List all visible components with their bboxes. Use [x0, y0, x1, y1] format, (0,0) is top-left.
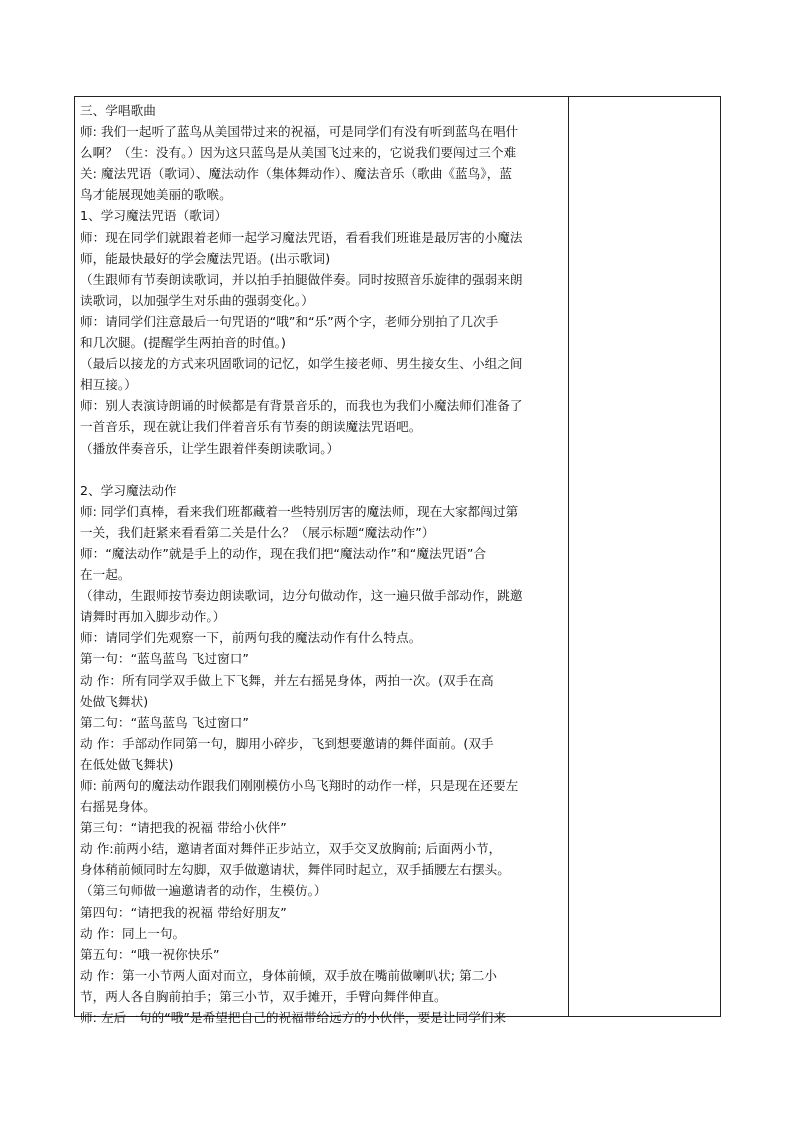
- text-line: 师: 前两句的魔法动作跟我们刚刚模仿小鸟飞翔时的动作一样，只是现在还要左: [80, 778, 519, 793]
- text-line: 相互接。）: [80, 377, 137, 393]
- text-line: 师: 同学们真棒，看来我们班都藏着一些特别厉害的魔法师，现在大家都闯过第: [80, 503, 519, 519]
- text-line: （生跟师有节奏朗读歌词，并以拍手拍腿做伴奏。同时按照音乐旋律的强弱来朗: [80, 271, 523, 287]
- text-line: 第四句：“请把我的祝福 带给好朋友”: [80, 904, 287, 920]
- text-line: 处做飞舞状): [80, 693, 149, 709]
- text-line: 师：“魔法动作”就是手上的动作，现在我们把“魔法动作”和“魔法咒语”合: [80, 545, 487, 561]
- text-line: 在低处做飞舞状): [80, 756, 174, 772]
- text-line: 一首音乐，现在就让我们伴着音乐有节奏的朗读魔法咒语吧。: [80, 419, 422, 435]
- text-line: （律动，生跟师按节奏边朗读歌词，边分句做动作，这一遍只做手部动作，跳邀: [80, 588, 523, 604]
- text-line: 1、学习魔法咒语（歌词）: [80, 208, 228, 224]
- text-line: 右摇晃身体。: [80, 799, 156, 815]
- text-line: 节，两人各自胸前拍手；第三小节，双手摊开，手臂向舞伴伸直。: [80, 988, 447, 1004]
- text-line: 身体稍前倾同时左勾脚，双手做邀请状，舞伴同时起立，双手插腰左右摆头。: [80, 862, 510, 878]
- text-line: 么啊？（生：没有。）因为这只蓝鸟是从美国飞过来的，它说我们要闯过三个难: [80, 145, 517, 161]
- text-line: 第三句：“请把我的祝福 带给小伙伴”: [80, 820, 287, 836]
- text-line: 师：请同学们先观察一下，前两句我的魔法动作有什么特点。: [80, 630, 422, 646]
- text-line: 一关，我们赶紧来看看第二关是什么？（展示标题“魔法动作”）: [80, 524, 435, 540]
- text-line: 第一句：“蓝鸟蓝鸟 飞过窗口”: [80, 651, 249, 667]
- text-line: （最后以接龙的方式来巩固歌词的记忆，如学生接老师、男生接女生、小组之间: [80, 356, 523, 372]
- lesson-content-cell: [75, 97, 569, 1026]
- text-line: 师: 左后一句的“哦”是希望把自己的祝福带给远方的小伙伴，要是让同学们来: [80, 1010, 507, 1026]
- text-line: 关: 魔法咒语（歌词）、魔法动作（集体舞动作）、魔法音乐（歌曲《蓝鸟》，蓝: [80, 166, 512, 182]
- text-line: 请舞时再加入脚步动作。）: [80, 609, 226, 625]
- notes-cell: [569, 97, 720, 1016]
- text-line: 在一起。: [80, 567, 131, 583]
- text-line: （播放伴奏音乐，让学生跟着伴奏朗读歌词。）: [80, 440, 340, 456]
- text-line: 动 作：第一小节两人面对而立，身体前倾，双手放在嘴前做喇叭状; 第二小: [80, 967, 497, 983]
- text-line: 动 作：所有同学双手做上下飞舞，并左右摇晃身体，两拍一次。(双手在高: [80, 672, 494, 688]
- text-line: 师：现在同学们就跟着老师一起学习魔法咒语，看看我们班谁是最厉害的小魔法: [80, 229, 523, 245]
- text-line: （第三句师做一遍邀请者的动作，生模仿。）: [80, 883, 327, 899]
- text-line: 动 作:前两小结，邀请者面对舞伴正步站立，双手交叉放胸前; 后面两小节，: [80, 841, 502, 857]
- text-line: 第二句：“蓝鸟蓝鸟 飞过窗口”: [80, 714, 249, 730]
- text-line: 和几次腿。(提醒学生两拍音的时值。): [80, 335, 286, 351]
- text-line: 读歌词，以加强学生对乐曲的强弱变化。）: [80, 292, 314, 308]
- lesson-plan-table: [74, 96, 721, 1026]
- text-line: [80, 459, 568, 480]
- text-line: 师：别人表演诗朗诵的时候都是有背景音乐的，而我也为我们小魔法师们准备了: [80, 398, 523, 414]
- text-line: 三、学唱歌曲: [80, 103, 156, 118]
- text-line: 2、学习魔法动作: [80, 482, 177, 498]
- text-line: 鸟才能展现她美丽的歌喉。: [80, 187, 232, 203]
- text-line: 师，能最快最好的学会魔法咒语。(出示歌词): [80, 250, 331, 266]
- text-line: 动 作：手部动作同第一句，脚用小碎步，飞到想要邀请的舞伴面前。(双手: [80, 735, 494, 751]
- text-line: 师: 我们一起听了蓝鸟从美国带过来的祝福，可是同学们有没有听到蓝鸟在唱什: [80, 124, 519, 140]
- text-line: 动 作：同上一句。: [80, 925, 186, 941]
- text-line: 第五句：“哦一祝你快乐”: [80, 946, 220, 962]
- text-line: 师：请同学们注意最后一句咒语的“哦”和“乐”两个字，老师分别拍了几次手: [80, 313, 499, 329]
